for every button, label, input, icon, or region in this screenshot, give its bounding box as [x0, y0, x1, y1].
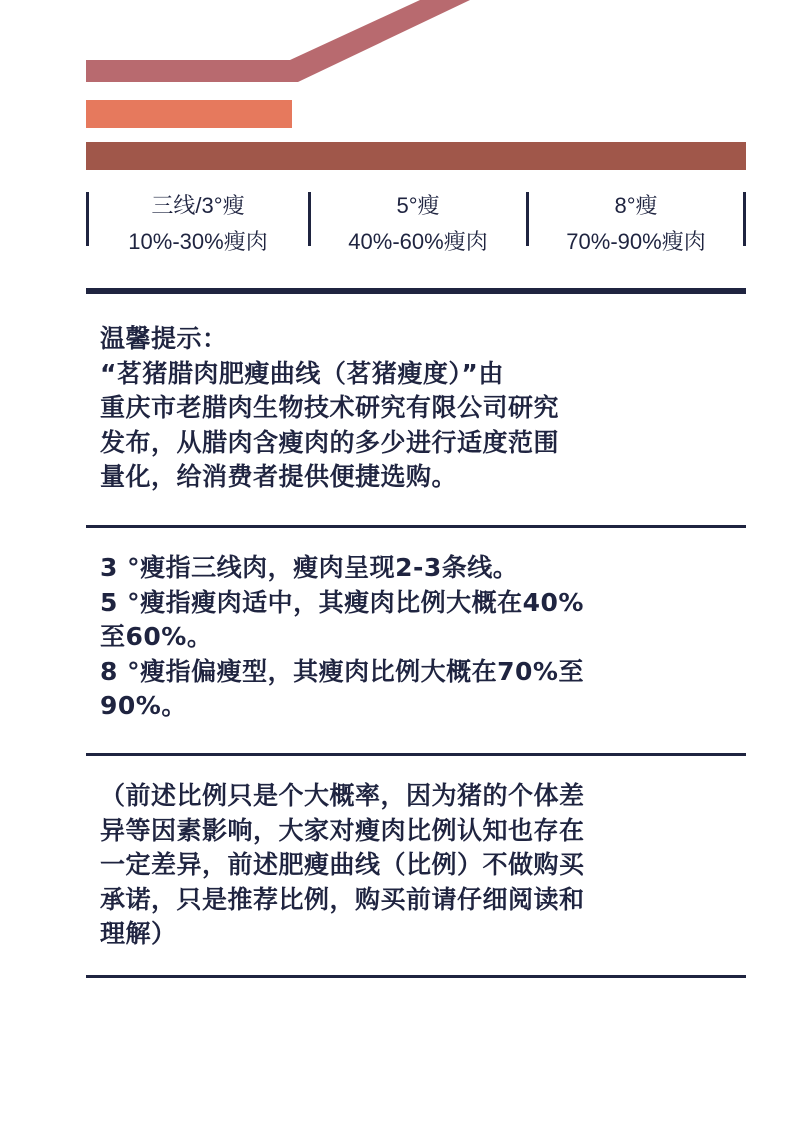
explanation-line: 至60%。 [100, 622, 213, 651]
legend-lean-range: 70%-90%瘦肉 [566, 229, 706, 254]
disclaimer-line: （前述比例只是个大概率，因为猪的个体差 [100, 781, 585, 810]
disclaimer-line: 一定差异，前述肥瘦曲线（比例）不做购买 [100, 850, 585, 879]
explanation-line: 5 °瘦指瘦肉适中，其瘦肉比例大概在40% [100, 587, 584, 617]
lean-degree-legend [86, 188, 746, 260]
tip-text-line: 重庆市老腊肉生物技术研究有限公司研究 [100, 393, 560, 422]
explanation-line: 90%。 [100, 691, 187, 720]
tip-heading: 温馨提示： [100, 324, 228, 353]
legend-cell-5-degree [312, 188, 524, 260]
legend-degree-label: 三线/3°瘦 [151, 193, 245, 218]
disclaimer-line: 承诺，只是推荐比例，购买前请仔细阅读和 [100, 884, 585, 914]
legend-divider [86, 192, 89, 246]
lean-curve-graphic [0, 0, 800, 180]
tip-text-line: 发布，从腊肉含瘦肉的多少进行适度范围 [100, 427, 560, 457]
curve-band-3 [86, 142, 746, 170]
legend-divider [308, 192, 311, 246]
legend-cell-3-degree [90, 188, 306, 260]
legend-lean-range: 40%-60%瘦肉 [348, 229, 488, 254]
legend-divider [526, 192, 529, 246]
section-divider-thick [86, 288, 746, 294]
tip-section [100, 322, 740, 495]
legend-cell-8-degree [530, 188, 742, 260]
curve-band-8 [86, 0, 470, 82]
section-divider [86, 975, 746, 978]
degree-explanation-section [100, 551, 740, 724]
explanation-line: 3 °瘦指三线肉，瘦肉呈现2-3条线。 [100, 553, 519, 582]
tip-text-line: 量化，给消费者提供便捷选购。 [100, 462, 458, 491]
legend-degree-label: 8°瘦 [614, 193, 658, 218]
tip-text-line: “茗猪腊肉肥瘦曲线（茗猪瘦度）”由 [100, 358, 504, 388]
disclaimer-line: 理解） [100, 919, 177, 948]
section-divider [86, 753, 746, 756]
legend-divider [743, 192, 746, 246]
curve-band-5 [86, 100, 292, 128]
disclaimer-line: 异等因素影响，大家对瘦肉比例认知也存在 [100, 815, 585, 845]
explanation-line: 8 °瘦指偏瘦型，其瘦肉比例大概在70%至 [100, 656, 584, 686]
section-divider [86, 525, 746, 528]
disclaimer-section [100, 779, 740, 952]
legend-degree-label: 5°瘦 [396, 193, 440, 218]
legend-lean-range: 10%-30%瘦肉 [128, 229, 268, 254]
